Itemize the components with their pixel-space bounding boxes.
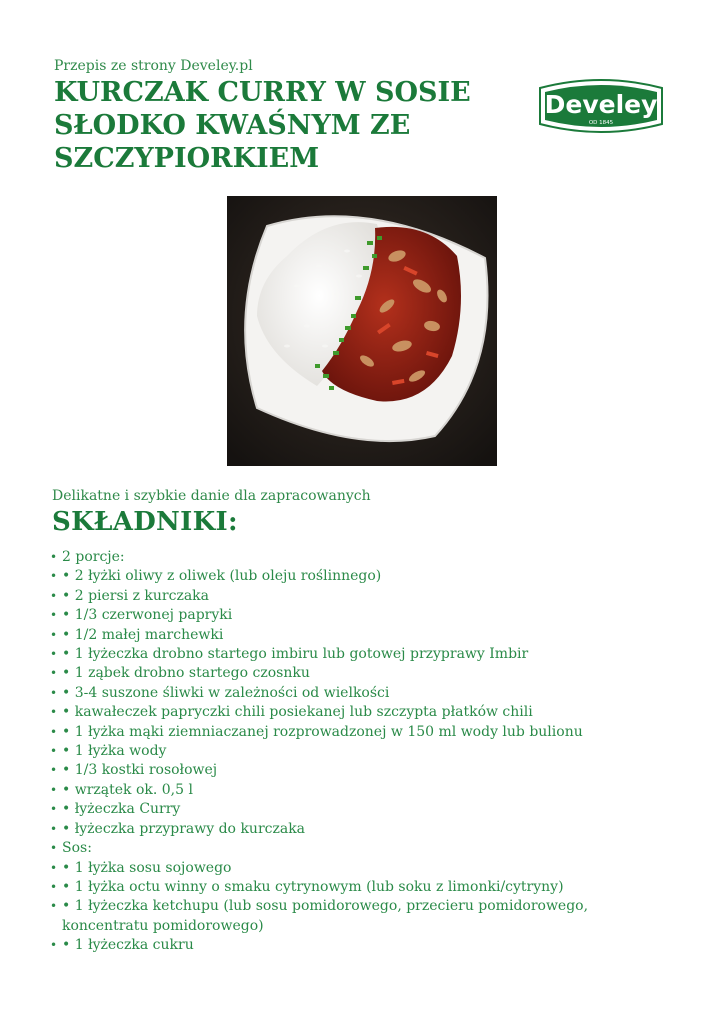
develey-logo — [532, 74, 670, 142]
ingredient-item: • • wrzątek ok. 0,5 l — [50, 781, 670, 800]
ingredient-item: • • łyżeczka Curry — [50, 800, 670, 819]
ingredient-item: • • 1 łyżka wody — [50, 742, 670, 761]
ingredient-item: • Sos: — [50, 839, 670, 858]
logo-brand: Develey — [544, 90, 658, 119]
ingredient-item: • • 2 piersi z kurczaka — [50, 587, 670, 606]
ingredient-item: • • 1/3 czerwonej papryki — [50, 606, 670, 625]
recipe-photo — [227, 196, 497, 466]
ingredient-item: • 2 porcje: — [50, 548, 670, 567]
ingredient-item: • • kawałeczek papryczki chili posiekanej lub szczypta płatków chili — [50, 703, 670, 722]
ingredient-item: • • 1 łyżeczka cukru — [50, 936, 670, 955]
ingredient-item: • • 1 łyżeczka drobno startego imbiru lub gotowej przyprawy Imbir — [50, 645, 670, 664]
source-line: Przepis ze strony Develey.pl — [54, 58, 253, 74]
ingredient-item: • • 1 ząbek drobno startego czosnku — [50, 664, 670, 683]
ingredient-item: • • 2 łyżki oliwy z oliwek (lub oleju roślinnego) — [50, 567, 670, 586]
ingredient-item: • • łyżeczka przyprawy do kurczaka — [50, 820, 670, 839]
recipe-title: KURCZAK CURRY W SOSIE SŁODKO KWAŚNYM ZE SZCZYPIORKIEM — [54, 77, 471, 174]
ingredient-item: • • 1 łyżka mąki ziemniaczanej rozprowadzonej w 150 ml wody lub bulionu — [50, 723, 670, 742]
recipe-intro: Delikatne i szybkie danie dla zapracowanych — [52, 488, 371, 504]
ingredients-heading: SKŁADNIKI: — [52, 507, 238, 537]
ingredient-item: • • 3-4 suszone śliwki w zależności od wielkości — [50, 684, 670, 703]
logo-tagline: OD 1845 — [588, 120, 614, 126]
ingredient-item: • • 1/2 małej marchewki — [50, 626, 670, 645]
ingredient-item: • • 1 łyżka sosu sojowego — [50, 859, 670, 878]
ingredient-item: • • 1 łyżeczka ketchupu (lub sosu pomidorowego, przecieru pomidorowego, koncentratu pomidorowego) — [50, 897, 670, 936]
ingredients-list — [50, 548, 670, 956]
ingredient-item: • • 1/3 kostki rosołowej — [50, 761, 670, 780]
ingredient-item: • • 1 łyżka octu winny o smaku cytrynowym (lub soku z limonki/cytryny) — [50, 878, 670, 897]
